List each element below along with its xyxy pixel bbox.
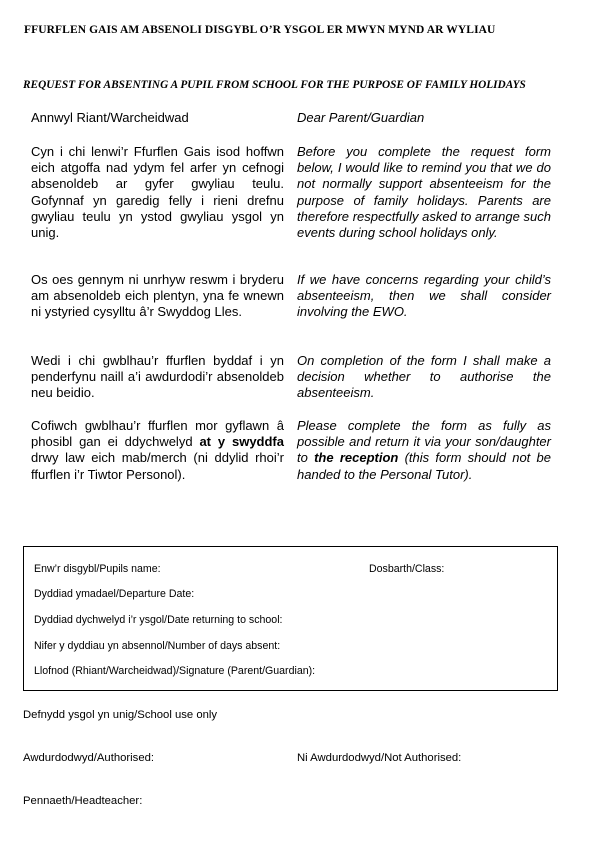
paragraph-1-english: Before you complete the request form below, I would like to remind you that we do not normally support absenteeism for the purpose of family holidays. Parents are therefore respectfully asked to arrange such events during school holidays only. <box>297 144 551 241</box>
authorised-label: Awdurdodwyd/Authorised: <box>23 752 155 764</box>
paragraph-4-english-text-end: (this form should not be handed to the Personal Tutor). <box>297 450 551 482</box>
paragraph-2-welsh: Os oes gennym ni unrhyw reswm i bryderu am absenoldeb eich plentyn, yna fe wnewn ni ystyried cysylltu â’r Swyddog Lles. <box>31 272 284 320</box>
paragraph-1-welsh: Cyn i chi lenwi’r Ffurflen Gais isod hoffwn eich atgoffa nad ydym fel arfer yn cefnogi absenoldeb ar gyfer gwyliau teulu. Gofynnaf yn garedig felly i rieni drefnu gwyliau teulu yn ystod gwyliau ysgol yn unig. <box>31 144 284 241</box>
school-use-heading: Defnydd ysgol yn unig/School use only <box>23 709 218 721</box>
paragraph-4-english-text: Please complete the form as fully as possible and return it via your son/daughter to <box>297 418 551 466</box>
reception-emphasis: the reception <box>314 450 399 466</box>
pupil-name-label: Enw’r disgybl/Pupils name: <box>34 563 161 575</box>
office-emphasis: at y swyddfa <box>199 434 284 450</box>
salutation-english: Dear Parent/Guardian <box>297 110 425 125</box>
page-title-welsh: FFURFLEN GAIS AM ABSENOLI DISGYBL O’R YSGOL ER MWYN MYND AR WYLIAU <box>24 24 496 36</box>
class-label: Dosbarth/Class: <box>369 563 445 575</box>
paragraph-4-welsh-text: Cofiwch gwblhau’r ffurflen mor gyflawn â phosibl gan ei ddychwelyd <box>31 418 284 450</box>
page-title-english: REQUEST FOR ABSENTING A PUPIL FROM SCHOOL FOR THE PURPOSE OF FAMILY HOLIDAYS <box>23 79 526 91</box>
salutation-welsh: Annwyl Riant/Warcheidwad <box>31 110 189 125</box>
paragraph-4-welsh <box>31 418 284 483</box>
paragraph-3-welsh: Wedi i chi gwblhau’r ffurflen byddaf i yn penderfynu naill a’i awdurdodi’r absenoldeb neu beidio. <box>31 353 284 401</box>
pupil-details-form <box>23 546 558 691</box>
paragraph-4-english <box>297 418 551 483</box>
signature-label: Llofnod (Rhiant/Warcheidwad)/Signature (Parent/Guardian): <box>34 665 316 677</box>
days-absent-label: Nifer y dyddiau yn absennol/Number of days absent: <box>34 640 281 652</box>
headteacher-label: Pennaeth/Headteacher: <box>23 795 143 807</box>
not-authorised-label: Ni Awdurdodwyd/Not Authorised: <box>297 752 462 764</box>
paragraph-3-english: On completion of the form I shall make a decision whether to authorise the absenteeism. <box>297 353 551 401</box>
return-date-label: Dyddiad dychwelyd i’r ysgol/Date returning to school: <box>34 614 283 626</box>
departure-date-label: Dyddiad ymadael/Departure Date: <box>34 588 195 600</box>
paragraph-4-welsh-text-end: drwy law eich mab/merch (ni ddylid rhoi’r ffurflen i’r Tiwtor Personol). <box>31 450 284 482</box>
paragraph-2-english: If we have concerns regarding your child’s absenteeism, then we shall consider involving the EWO. <box>297 272 551 320</box>
